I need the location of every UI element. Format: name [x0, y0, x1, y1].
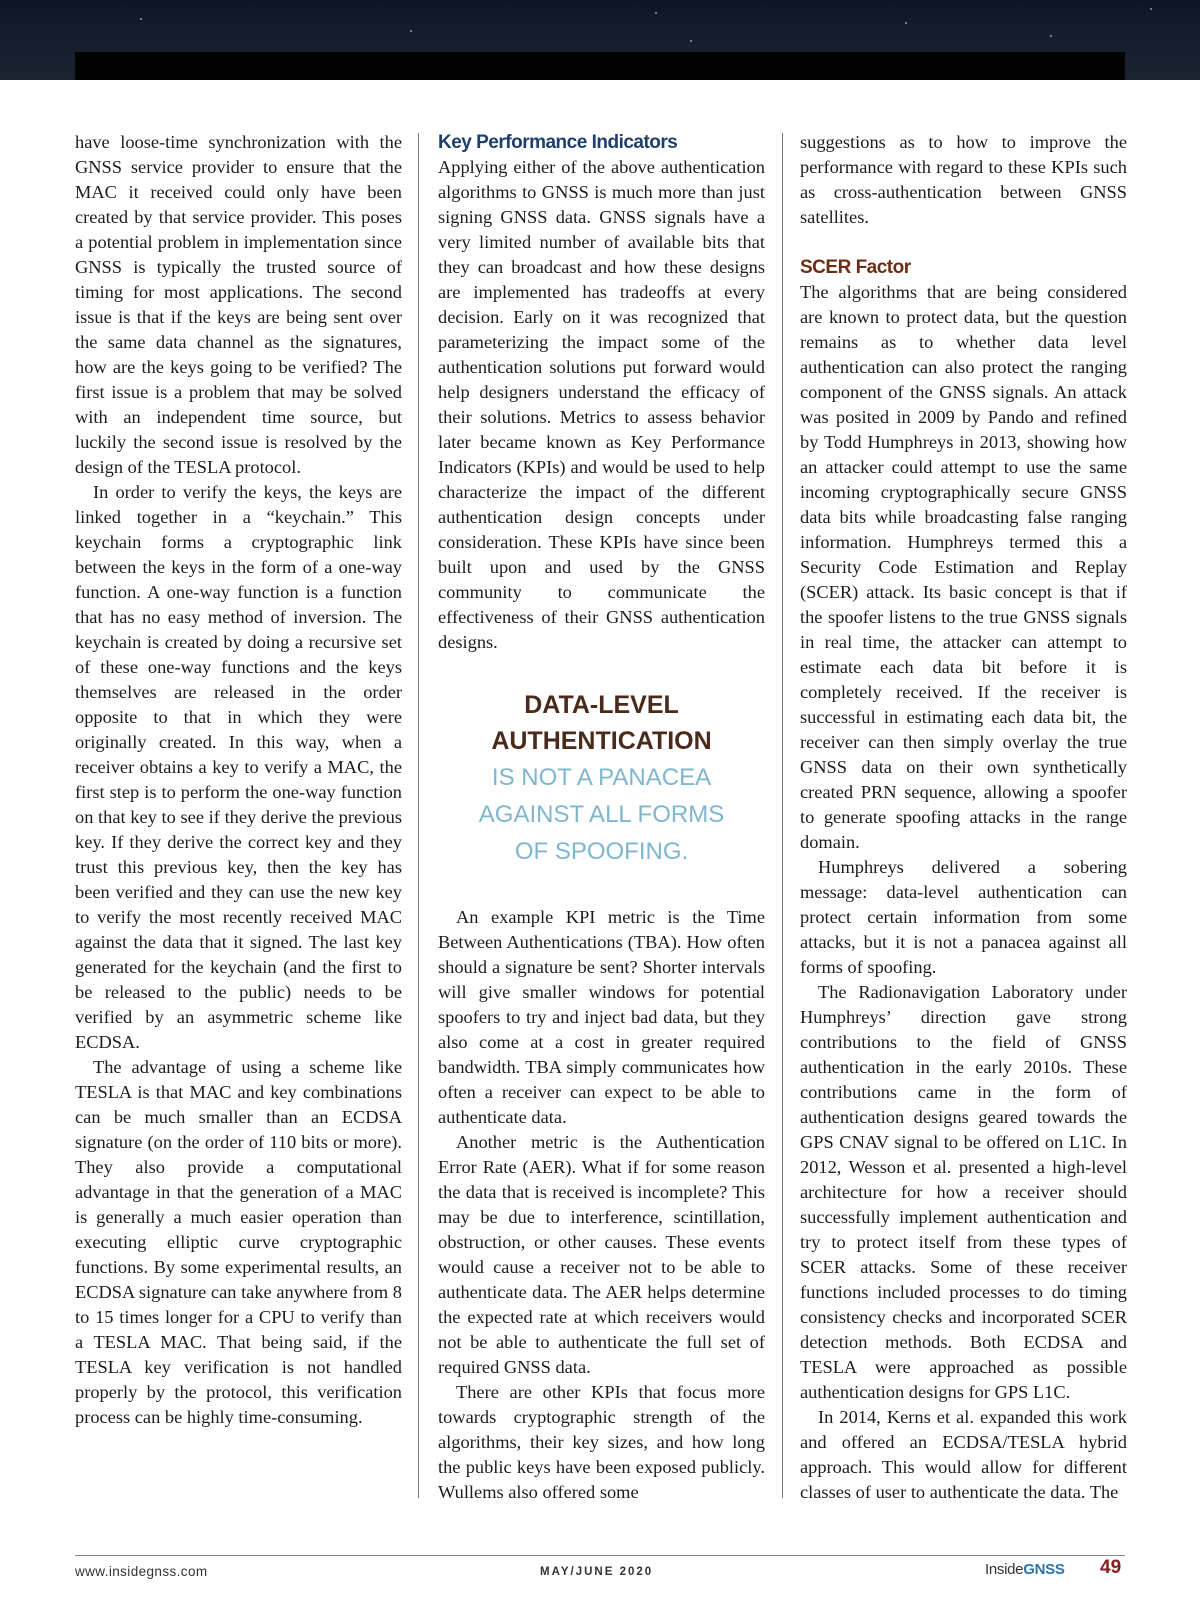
page-number: 49 — [1100, 1557, 1122, 1578]
pull-quote-light-line: IS NOT A PANACEA — [491, 764, 712, 791]
star-decoration — [1150, 8, 1152, 10]
section-heading-scer: SCER Factor — [800, 257, 911, 278]
column-left — [75, 130, 402, 1430]
paragraph: Humphreys delivered a sobering message: data-level authentication can protect certain information from some attacks, but it is not a panacea against all forms of spoofing. — [800, 857, 1127, 977]
pull-quote-bold-line: DATA-LEVEL — [524, 691, 679, 719]
star-decoration — [1050, 35, 1052, 37]
paragraph: Another metric is the Authentication Error Rate (AER). What if for some reason the data that is received is incomplete? This may be due to interference, scintillation, obstruction, or other causes. These events would cause a receiver not to be able to authenticate data. The AER helps determine the expected rate at which receivers would not be able to authenticate the full set of required GNSS data. — [438, 1132, 765, 1377]
column-right — [800, 130, 1127, 1505]
paragraph: Applying either of the above authentication algorithms to GNSS is much more than just signing GNSS data. GNSS signals have a very limited number of available bits that they can broadcast and how these designs are implemented has tradeoffs at every decision. Early on it was recognized that parameterizing the impact some of the authentication solutions put forward would help designers understand the efficacy of their solutions. Metrics to assess behavior later became known as Key Performance Indicators (KPIs) and would be used to help characterize the impact of the different authentication design concepts under consideration. These KPIs have since been built upon and used by the GNSS community to communicate the effectiveness of their GNSS authentication designs. — [438, 157, 765, 652]
footer-issue-date: MAY/JUNE 2020 — [540, 1566, 654, 1578]
footer-magazine-name — [985, 1561, 1065, 1578]
paragraph: The advantage of using a scheme like TESLA is that MAC and key combinations can be much smaller than an ECDSA signature (on the order of 110 bits or more). They also provide a computational advantage in that the generation of a MAC is generally a much easier operation than executing elliptic curve cryptographic functions. By some experimental results, an ECDSA signature can take anywhere from 8 to 15 times longer for a CPU to verify than a TESLA MAC. That being said, if the TESLA key verification is not handled properly by the protocol, this verification process can be highly time-consuming. — [75, 1057, 402, 1427]
paragraph: The Radionavigation Laboratory under Humphreys’ direction gave strong contributions to the field of GNSS authentication in the early 2010s. These contributions came in the form of authentication designs geared towards the GPS CNAV signal to be offered on L1C. In 2012, Wesson et al. presented a high-level architecture for how a receiver should successfully implement authentication and try to protect itself from these types of SCER attacks. Some of these receiver functions included processes to do timing consistency checks and incorporated SCER detection methods. Both ECDSA and TESLA were approached as possible authentication designs for GPS L1C. — [800, 982, 1127, 1402]
pull-quote-bold-line: AUTHENTICATION — [491, 727, 712, 755]
pull-quote — [438, 687, 765, 870]
column-middle — [438, 130, 765, 1505]
star-decoration — [410, 30, 412, 32]
column-divider — [782, 133, 783, 1498]
paragraph: There are other KPIs that focus more towards cryptographic strength of the algorithms, their key sizes, and how long the public keys have been exposed publicly. Wullems also offered some — [438, 1382, 765, 1502]
paragraph: In order to verify the keys, the keys are linked together in a “keychain.” This keychain forms a cryptographic link between the keys in the form of a one-way function. A one-way function is a function that has no easy method of inversion. The keychain is created by doing a recursive set of these one-way functions and the keys themselves are released in the order opposite to that in which they were originally created. In this way, when a receiver obtains a key to verify a MAC, the first step is to perform the one-way function on that key to see if they derive the previous key. If they derive the correct key and they trust this previous key, then the key has been verified and they can use the new key to verify the most recently received MAC against the data that it signed. The last key generated for the keychain (and the first to be released to the public) needs to be verified by an asymmetric scheme like ECDSA. — [75, 482, 402, 1052]
column-divider — [418, 133, 419, 1498]
footer-rule — [75, 1555, 1125, 1556]
section-heading-kpi: Key Performance Indicators — [438, 132, 678, 153]
star-decoration — [140, 18, 142, 20]
pull-quote-light-line: OF SPOOFING. — [514, 838, 689, 865]
paragraph: In 2014, Kerns et al. expanded this work and offered an ECDSA/TESLA hybrid approach. This would allow for different classes of user to authenticate the data. The — [800, 1407, 1127, 1502]
header-black-bar — [75, 52, 1125, 80]
star-decoration — [905, 22, 907, 24]
magazine-name-plain: Inside — [985, 1561, 1024, 1578]
magazine-name-bold: GNSS — [1023, 1561, 1065, 1578]
footer-website-link[interactable]: www.insidegnss.com — [75, 1564, 208, 1579]
paragraph: The algorithms that are being considered are known to protect data, but the question remains as to whether data level authentication can also protect the ranging component of the GNSS signals. An attack was posited in 2009 by Pando and refined by Todd Humphreys in 2013, showing how an attacker could attempt to use the same incoming cryptographically secure GNSS data bits while broadcasting false ranging information. Humphreys termed this a Security Code Estimation and Replay (SCER) attack. Its basic concept is that if the spoofer listens to the true GNSS signals in real time, the attacker can attempt to estimate each data bit before it is completely received. If the receiver is successful in estimating each data bit, the receiver can then simply overlay the true GNSS data on their own synthetically created PRN sequence, allowing a spoofer to generate spoofing attacks in the range domain. — [800, 282, 1127, 852]
star-decoration — [655, 12, 657, 14]
paragraph: have loose-time synchronization with the GNSS service provider to ensure that the MAC it received could only have been created by that service provider. This poses a potential problem in implementation since GNSS is typically the trusted source of timing for most applications. The second issue is that if the keys are being sent over the same data channel as the signatures, how are the keys going to be verified? The first issue is a problem that may be solved with an independent time source, but luckily the second issue is resolved by the design of the TESLA protocol. — [75, 132, 402, 477]
paragraph: An example KPI metric is the Time Between Authentications (TBA). How often should a signature be sent? Shorter intervals will give smaller windows for potential spoofers to try and inject bad data, but they also come at a cost in greater required bandwidth. TBA simply communicates how often a receiver can expect to be able to authenticate data. — [438, 907, 765, 1127]
pull-quote-light-line: AGAINST ALL FORMS — [478, 801, 725, 828]
paragraph: suggestions as to how to improve the performance with regard to these KPIs such as cross-authentication between GNSS satellites. — [800, 132, 1127, 227]
star-decoration — [690, 40, 692, 42]
